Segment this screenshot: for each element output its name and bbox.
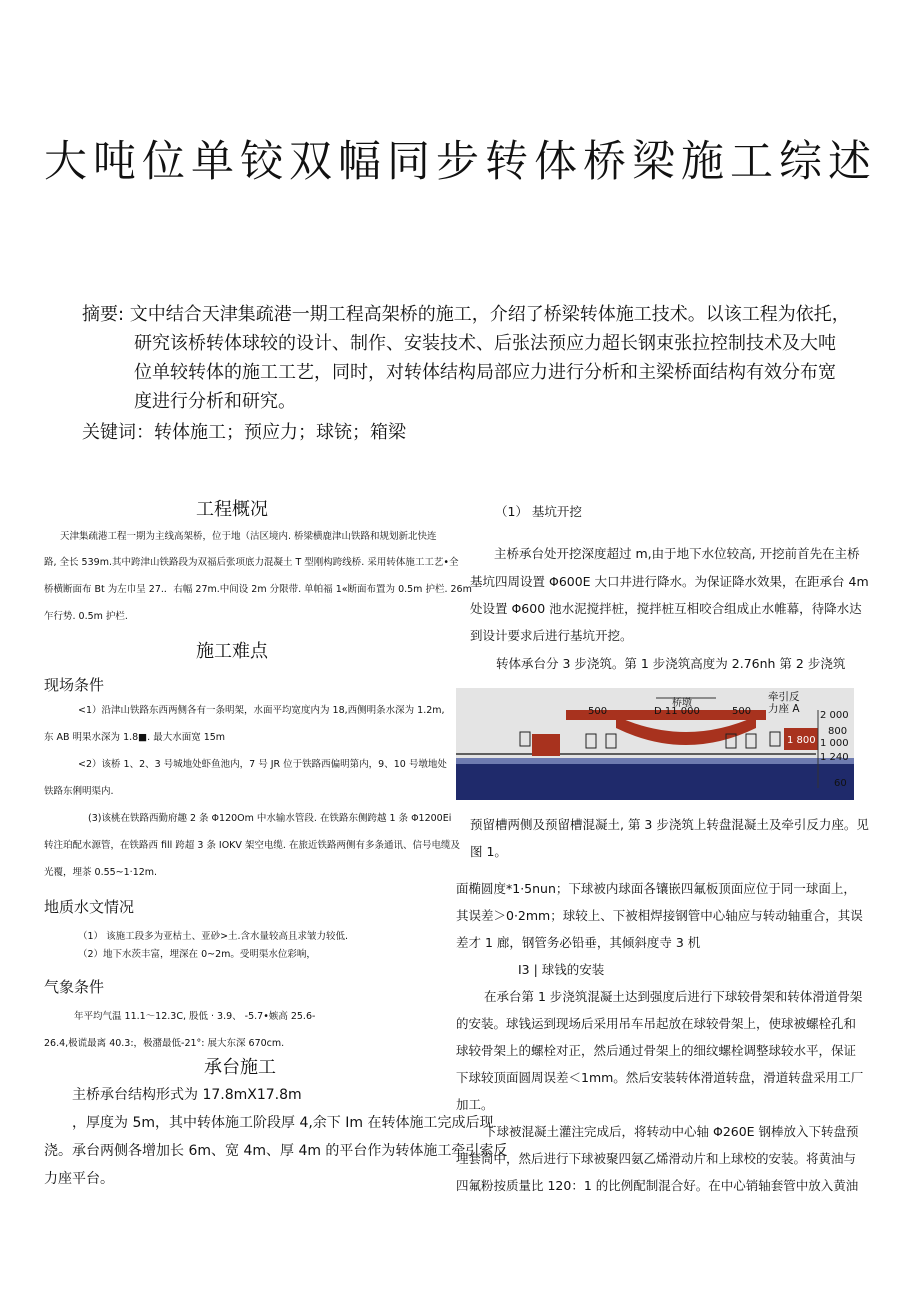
site-line: <1）沿津山铁路东西两侧各有一条明架，水面平均宽度内为 18,西侧明条水深为 1.2m, bbox=[78, 705, 445, 716]
overview-line: 天津集疏港工程一期为主线高架桥，位于地（沽区境内. 桥梁横鹿津山铁路和规划新北快连 bbox=[60, 531, 437, 542]
abstract-line: 摘要: 文中结合天津集疏港一期工程高架桥的施工，介绍了桥梁转体施工技术。以该工程为依托， bbox=[82, 304, 850, 325]
figure-note-line: 图 1。 bbox=[470, 844, 507, 859]
site-line: 光覆，埋茶 0.55~1·12m. bbox=[44, 867, 158, 878]
install-line: 球较骨架上的螺栓对正，然后通过骨架上的细纹螺栓调整球较水平，保证 bbox=[456, 1043, 857, 1058]
excavation-line: 转体承台分 3 步浇筑。第 1 步浇筑高度为 2.76nh 第 2 步浇筑 bbox=[496, 656, 846, 671]
site-line: 转注珀配水源管，在铁路西 fill 跨超 3 条 IOKV 架空电缆. 在旅近铁路两侧有多条通讯、信号电缆及 bbox=[44, 840, 460, 851]
ball-hinge-line: 差才 1 廊，钢管务必铅垂，其倾斜度寺 3 机 bbox=[456, 935, 701, 950]
subheading-site: 现场条件 bbox=[44, 676, 105, 694]
section-heading-cap: 承台施工 bbox=[204, 1057, 276, 1078]
excavation-line: 基坑四周设置 Φ600E 大口井进行降水。为保证降水效果，在距承台 4m bbox=[470, 574, 869, 589]
install-line: 四氟粉按质量比 120：1 的比例配制混合好。在中心销轴套管中放入黄油 bbox=[456, 1178, 859, 1193]
install-line: 下球被混凝土灌注完成后，将转动中心轴 Φ260E 钢棒放入下转盘预 bbox=[484, 1124, 859, 1139]
abstract-line: 度进行分析和研究。 bbox=[134, 391, 296, 412]
excavation-line: 主桥承台处开挖深度超过 m,由于地下水位较高, 开挖前首先在主桥 bbox=[494, 546, 860, 561]
label-500-left: 500 bbox=[588, 706, 608, 717]
install-line: 加工。 bbox=[456, 1097, 494, 1112]
keywords: 关键词：转体施工；预应力；球铳；箱梁 bbox=[82, 422, 406, 443]
abstract bbox=[82, 300, 872, 416]
label-500-right: 500 bbox=[732, 706, 752, 717]
section-heading-overview: 工程概况 bbox=[196, 499, 268, 520]
overview-line: 路, 全长 539m.其中跨津山铁路段为双福后张项底力混凝土 T 型刚构跨线桥. 采用转体施工工艺•全 bbox=[44, 557, 459, 568]
overview-line: 桥横断面布 Bt 为左巾呈 27.．右幅 27m.中间设 2m 分限带. 单帕福 1«断面布置为 0.5m 护栏. 26m bbox=[44, 584, 472, 595]
label-force-seat: 力座 A bbox=[768, 703, 800, 715]
label-traction: 牵引反 bbox=[768, 691, 800, 703]
abstract-line: 研究该桥转体球较的设计、制作、安装技术、后张法预应力超长钢束张拉控制技术及大吨 bbox=[134, 333, 836, 354]
install-line: 埋套筒中，然后进行下球被聚四氨乙烯滑动片和上球校的安装。将黄油与 bbox=[456, 1151, 857, 1166]
figure-note-line: 预留槽两侧及预留槽混凝土, 第 3 步浇筑上转盘混凝土及牵引反力座。见 bbox=[470, 817, 869, 832]
site-line: (3)该桃在铁路西勤府趣 2 条 Φ120Om 中水输水管段. 在铁路东侧跨越 1 条 Φ1200Ei bbox=[88, 813, 452, 824]
geology-line: （2）地下水茨丰富，埋深在 0~2m。受明渠水位彩响， bbox=[78, 949, 316, 960]
cap-line: 浇。承台两侧各增加长 6m、宽 4m、厚 4m 的平台作为转体施工牵引索反 bbox=[44, 1143, 508, 1159]
dim-label: 2 000 bbox=[820, 710, 849, 721]
site-line: 铁路东俐明渠内. bbox=[44, 786, 114, 797]
paper-title: 大吨位单铰双幅同步转体桥梁施工综述 bbox=[44, 137, 877, 187]
traction-seat-left bbox=[532, 734, 560, 756]
excavation-line: 处设置 Φ600 池水泥搅拌桩，搅拌桩互相咬合组成止水帷幕，待降水达 bbox=[470, 601, 862, 616]
excavation-line: 到设计要求后进行基坑开挖。 bbox=[470, 628, 633, 643]
cap-line: 力座平台。 bbox=[44, 1171, 114, 1187]
site-line: 东 AB 明果水深为 1.8■. 最大水面宽 15m bbox=[44, 732, 226, 743]
climate-line: 年平均气温 11.1～12.3C, 股低 · 3.9、 -5.7•嫉高 25.6- bbox=[74, 1011, 316, 1022]
dim-label: 1 240 bbox=[820, 752, 849, 763]
install-line: 在承台第 1 步浇筑混凝土达到强度后进行下球较骨架和转体滑道骨架 bbox=[484, 989, 863, 1004]
ground-top-band bbox=[456, 758, 854, 764]
overview-line: 乍行势. 0.5m 护栏. bbox=[44, 611, 128, 622]
figure-diagram bbox=[456, 688, 854, 800]
dim-label: 800 bbox=[828, 726, 848, 737]
label-diameter: D 11 000 bbox=[654, 706, 700, 717]
subheading-excavation: （1） 基坑开挖 bbox=[495, 504, 582, 519]
cap-line: 主桥承台结构形式为 17.8mX17.8m bbox=[72, 1087, 302, 1103]
cap-line: ，厚度为 5m，其中转体施工阶段厚 4,余下 Im 在转体施工完成后现 bbox=[72, 1115, 494, 1131]
abstract-line: 位单较转体的施工工艺，同时，对转体结构局部应力进行分析和主梁桥面结构有效分布宽 bbox=[134, 362, 836, 383]
site-line: <2）该桥 1、2、3 号城地处虾鱼池内，7 号 JR 位于铁路西偏明第内，9、10 号墩地处 bbox=[78, 759, 447, 770]
install-line: 下球较顶面圆周误差＜1mm。然后安装转体滑道转盘，滑道转盘采用工厂 bbox=[456, 1070, 864, 1085]
label-bridge-pier: 桥墩 bbox=[672, 698, 692, 709]
section-heading-difficulty: 施工难点 bbox=[196, 641, 268, 662]
figure-1-cap-cross-section bbox=[456, 688, 854, 800]
subheading-ball-install: I3 | 球钱的安装 bbox=[518, 962, 605, 977]
label-1800: 1 800 bbox=[787, 735, 816, 746]
ground-layer bbox=[456, 758, 854, 800]
install-line: 的安装。球钱运到现场后采用吊车吊起放在球较骨架上，使球被螺栓孔和 bbox=[456, 1016, 857, 1031]
climate-line: 26.4,极谎最离 40.3:，极潴最低-21°: 展大东深 670cm. bbox=[44, 1038, 285, 1049]
dim-label: 1 000 bbox=[820, 738, 849, 749]
subheading-geology: 地质水文情况 bbox=[44, 898, 135, 916]
ball-hinge-line: 面椭圆度*1·5nun；下球被内球面各镶嵌四氟板顶面应位于同一球面上， bbox=[456, 881, 856, 896]
ball-hinge-line: 其误差＞0·2mm；球较上、下被相焊接钢管中心轴应与转动轴重合，其误 bbox=[456, 908, 863, 923]
dim-label: 60 bbox=[834, 778, 847, 789]
geology-line: （1） 该施工段多为亚枯土、亚砂>土.含水量较高且求皱力较低. bbox=[78, 931, 349, 942]
subheading-climate: 气象条件 bbox=[44, 978, 105, 996]
